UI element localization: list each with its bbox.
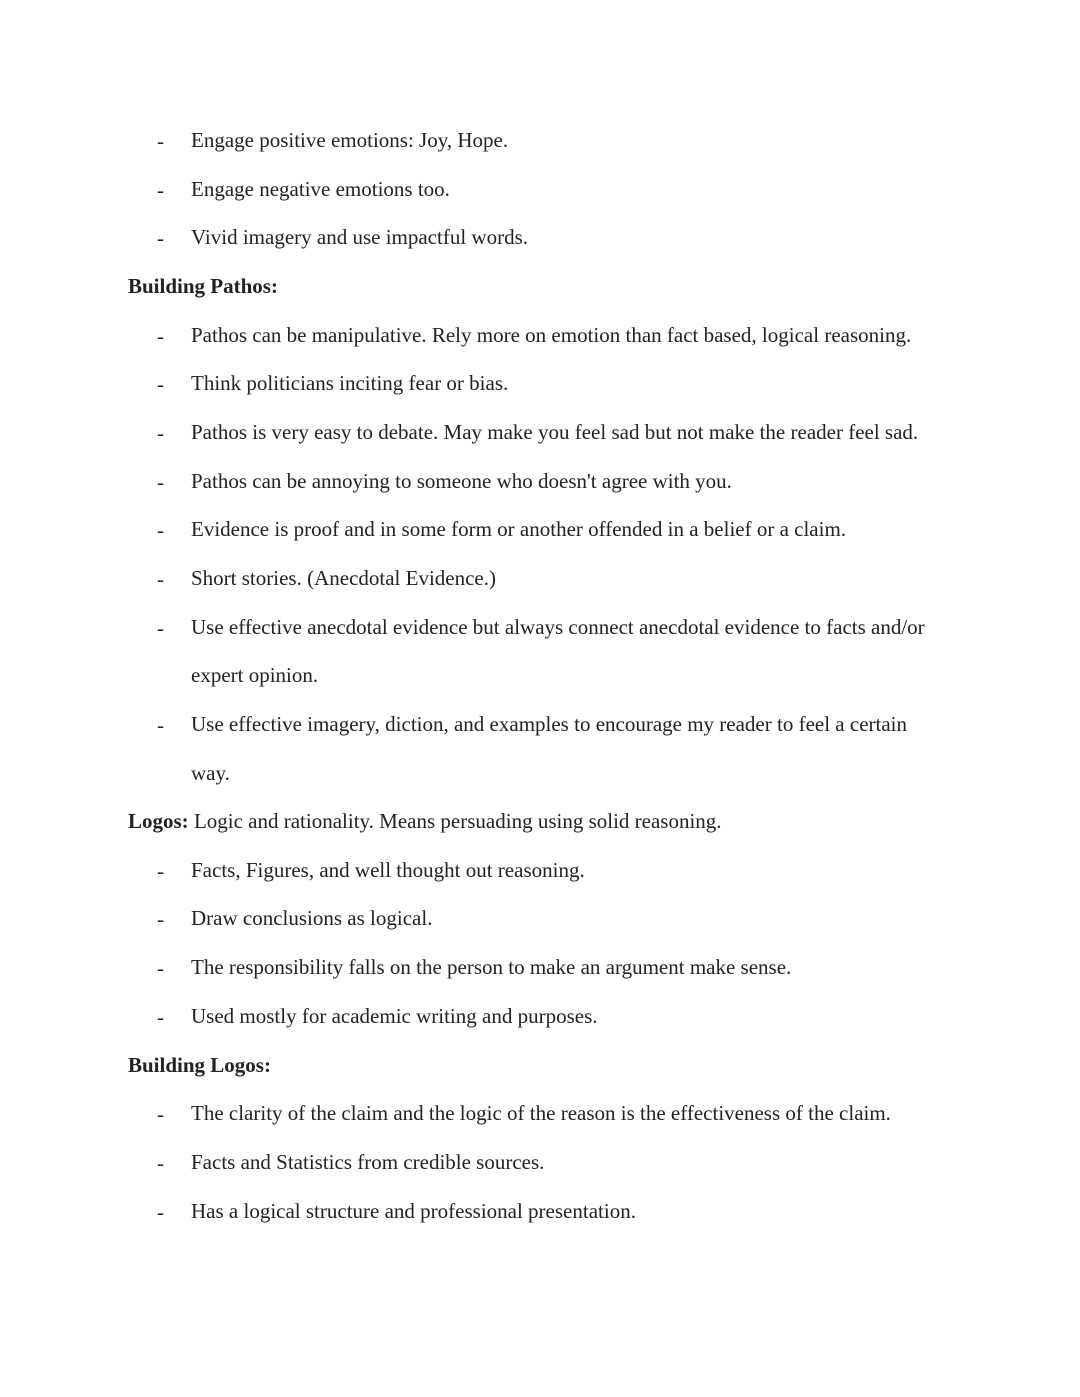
list-item: Used mostly for academic writing and purposes.: [191, 1004, 598, 1028]
bullet-dash: -: [157, 372, 164, 396]
bullet-dash: -: [157, 616, 164, 640]
bullet-dash: -: [157, 178, 164, 202]
list-item: Engage negative emotions too.: [191, 177, 450, 201]
bullet-dash: -: [157, 956, 164, 980]
building-logos-heading: Building Logos:: [128, 1053, 271, 1077]
bullet-dash: -: [157, 859, 164, 883]
list-item: Use effective imagery, diction, and examples to encourage my reader to feel a certain: [191, 712, 907, 736]
list-item: Pathos is very easy to debate. May make you feel sad but not make the reader feel sad.: [191, 420, 919, 444]
logos-definition: Logic and rationality. Means persuading using solid reasoning.: [188, 809, 722, 833]
bullet-dash: -: [157, 129, 164, 153]
bullet-dash: -: [157, 421, 164, 445]
list-item: Facts and Statistics from credible sources.: [191, 1150, 545, 1174]
bullet-dash: -: [157, 1151, 164, 1175]
bullet-dash: -: [157, 1102, 164, 1126]
list-item: Engage positive emotions: Joy, Hope.: [191, 128, 509, 152]
list-item: Pathos can be manipulative. Rely more on emotion than fact based, logical reasoning.: [191, 323, 912, 347]
list-item: Facts, Figures, and well thought out reasoning.: [191, 858, 585, 882]
list-item-continuation: expert opinion.: [191, 663, 319, 687]
list-item: Vivid imagery and use impactful words.: [191, 225, 528, 249]
logos-paragraph: [128, 807, 722, 835]
bullet-dash: -: [157, 518, 164, 542]
bullet-dash: -: [157, 907, 164, 931]
list-item: Evidence is proof and in some form or another offended in a belief or a claim.: [191, 517, 847, 541]
bullet-dash: -: [157, 324, 164, 348]
list-item: Use effective anecdotal evidence but always connect anecdotal evidence to facts and/or: [191, 615, 925, 639]
bullet-dash: -: [157, 226, 164, 250]
list-item: Pathos can be annoying to someone who doesn't agree with you.: [191, 469, 732, 493]
building-pathos-heading: Building Pathos:: [128, 274, 278, 298]
list-item: Short stories. (Anecdotal Evidence.): [191, 566, 496, 590]
list-item: Draw conclusions as logical.: [191, 906, 433, 930]
bullet-dash: -: [157, 470, 164, 494]
list-item: The clarity of the claim and the logic of the reason is the effectiveness of the claim.: [191, 1101, 891, 1125]
bullet-dash: -: [157, 1005, 164, 1029]
list-item-continuation: way.: [191, 761, 230, 785]
list-item: Think politicians inciting fear or bias.: [191, 371, 509, 395]
bullet-dash: -: [157, 567, 164, 591]
bullet-dash: -: [157, 1200, 164, 1224]
list-item: Has a logical structure and professional presentation.: [191, 1199, 636, 1223]
logos-label: Logos:: [128, 809, 189, 833]
bullet-dash: -: [157, 713, 164, 737]
list-item: The responsibility falls on the person to make an argument make sense.: [191, 955, 792, 979]
